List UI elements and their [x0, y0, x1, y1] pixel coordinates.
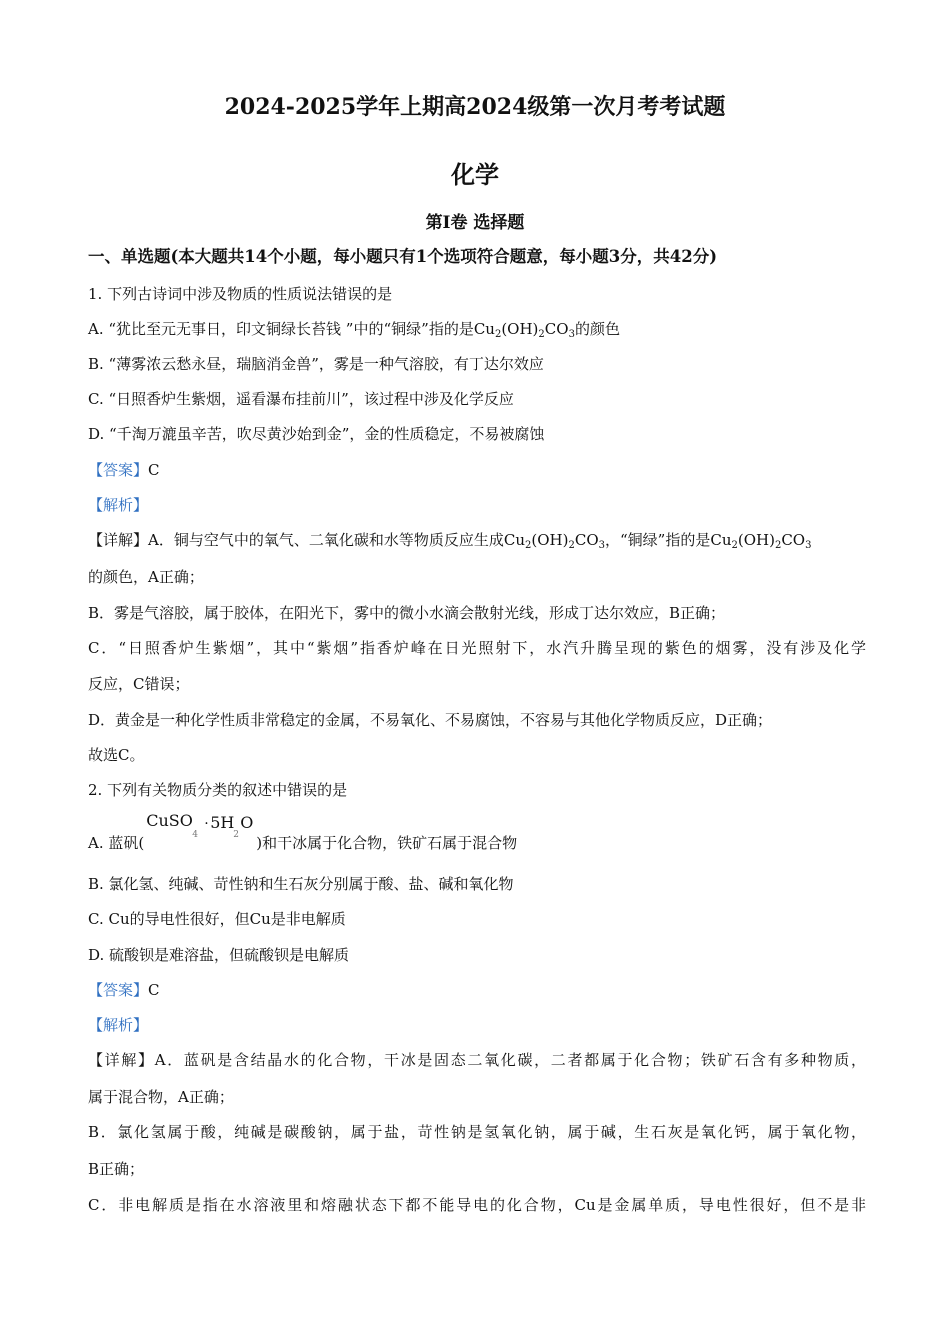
sub-2: 2: [538, 329, 545, 340]
sub-2: 2: [731, 540, 738, 551]
q2-detail-b1: B．氯化氢属于酸，纯碱是碳酸钠，属于盐，苛性钠是氢氧化钠，属于碱，生石灰是氧化钙，属于氧化物，: [88, 1123, 866, 1141]
sub-2: 2: [525, 540, 532, 551]
formula-oh: (OH): [501, 320, 539, 338]
q1-conclusion: 故选C。: [88, 746, 145, 764]
q2-detail-a1: [88, 1049, 866, 1071]
answer-label: 【答案】: [88, 981, 149, 999]
q2-analysis-label: 【解析】: [88, 1016, 149, 1034]
q1-detail-b: B．雾是气溶胶，属于胶体，在阳光下，雾中的微小水滴会散射光线，形成丁达尔效应，B正确；: [88, 604, 726, 622]
sub-2: 2: [494, 329, 502, 340]
q1-option-a-tail: 的颜色: [574, 320, 620, 338]
formula-sub-2: 2: [233, 830, 239, 840]
q2-detail-a2: 属于混合物，A正确；: [88, 1088, 234, 1106]
q1-option-d: D. “千淘万漉虽辛苦，吹尽黄沙始到金”，金的性质稳定，不易被腐蚀: [88, 425, 545, 443]
sub-3: 3: [598, 540, 605, 551]
q2-answer: [88, 979, 866, 1001]
formula-oh: (OH): [531, 531, 569, 549]
q1-detail-a-text: A．铜与空气中的氧气、二氧化碳和水等物质反应生成Cu: [148, 531, 525, 549]
sub-2: 2: [774, 540, 782, 551]
q1-option-a-text: A. “犹比至元无事日，印文铜绿长苔钱 ”中的“铜绿”指的是Cu: [88, 320, 495, 338]
q1-detail-a2: 的颜色，A正确；: [88, 568, 204, 586]
sub-2: 2: [568, 540, 575, 551]
q1-option-c: C. “日照香炉生紫烟，遥看瀑布挂前川”，该过程中涉及化学反应: [88, 390, 514, 408]
cuso4-5h2o-formula: [144, 811, 256, 848]
q2-detail-c1: C．非电解质是指在水溶液里和熔融状态下都不能导电的化合物，Cu是金属单质，导电性很好，但不是非: [88, 1196, 866, 1214]
formula-sub-4: 4: [192, 830, 198, 840]
section-heading: 一、单选题(本大题共14个小题，每小题只有1个选项符合题意，每小题3分，共42分): [88, 247, 717, 266]
q2-answer-value: C: [148, 981, 160, 999]
sub-3: 3: [805, 540, 812, 551]
q2-detail-b2: B正确；: [88, 1160, 145, 1178]
answer-label: 【答案】: [88, 461, 149, 479]
formula-oh: (OH): [737, 531, 775, 549]
q2-stem: 2. 下列有关物质分类的叙述中错误的是: [88, 781, 348, 799]
q1-answer: [88, 459, 866, 481]
q2-detail-a1-text: A．蓝矾是含结晶水的化合物，干冰是固态二氧化碳，二者都属于化合物；铁矿石含有多种物质，: [154, 1051, 866, 1069]
detail-label: 【详解】: [88, 1051, 155, 1069]
exam-title: 2024-2025学年上期高2024级第一次月考考试题: [224, 94, 726, 120]
q2-option-c: C. Cu的导电性很好，但Cu是非电解质: [88, 910, 346, 928]
q1-detail-c2: 反应，C错误；: [88, 675, 190, 693]
detail-label: 【详解】: [88, 531, 149, 549]
q1-answer-value: C: [148, 461, 160, 479]
formula-co: CO: [544, 320, 569, 338]
q2-option-b: B. 氯化氢、纯碱、苛性钠和生石灰分别属于酸、盐、碱和氧化物: [88, 875, 514, 893]
formula-o: O: [240, 813, 254, 832]
q1-analysis-label: 【解析】: [88, 496, 149, 514]
q2-option-a-pre: A. 蓝矾(: [88, 834, 145, 852]
q1-detail-a-mid: ，“铜绿”指的是Cu: [605, 531, 732, 549]
q1-detail-a: [88, 529, 866, 551]
q1-detail-c1: C．“日照香炉生紫烟”，其中“紫烟”指香炉峰在日光照射下，水汽升腾呈现的紫色的烟雾，没有涉及化学: [88, 639, 866, 657]
subject-title: 化学: [451, 160, 499, 189]
q2-option-a: [88, 811, 866, 854]
q2-option-a-post: )和干冰属于化合物，铁矿石属于混合物: [256, 834, 518, 852]
q2-option-d: D. 硫酸钡是难溶盐，但硫酸钡是电解质: [88, 946, 350, 964]
formula-co: CO: [574, 531, 599, 549]
formula-dot: ·: [204, 816, 209, 832]
q1-detail-d: D．黄金是一种化学性质非常稳定的金属，不易氧化、不易腐蚀，不容易与其他化学物质反应，D正确；: [88, 711, 773, 729]
formula-co: CO: [781, 531, 806, 549]
q1-option-a: [88, 318, 866, 340]
sub-3: 3: [568, 329, 575, 340]
formula-5h: 5H: [210, 813, 235, 832]
formula-cuso: CuSO: [146, 811, 193, 830]
volume-title: 第Ⅰ卷 选择题: [425, 213, 525, 233]
q1-stem: 1. 下列古诗词中涉及物质的性质说法错误的是: [88, 285, 393, 303]
q1-option-b: B. “薄雾浓云愁永昼，瑞脑消金兽”，雾是一种气溶胶，有丁达尔效应: [88, 355, 544, 373]
